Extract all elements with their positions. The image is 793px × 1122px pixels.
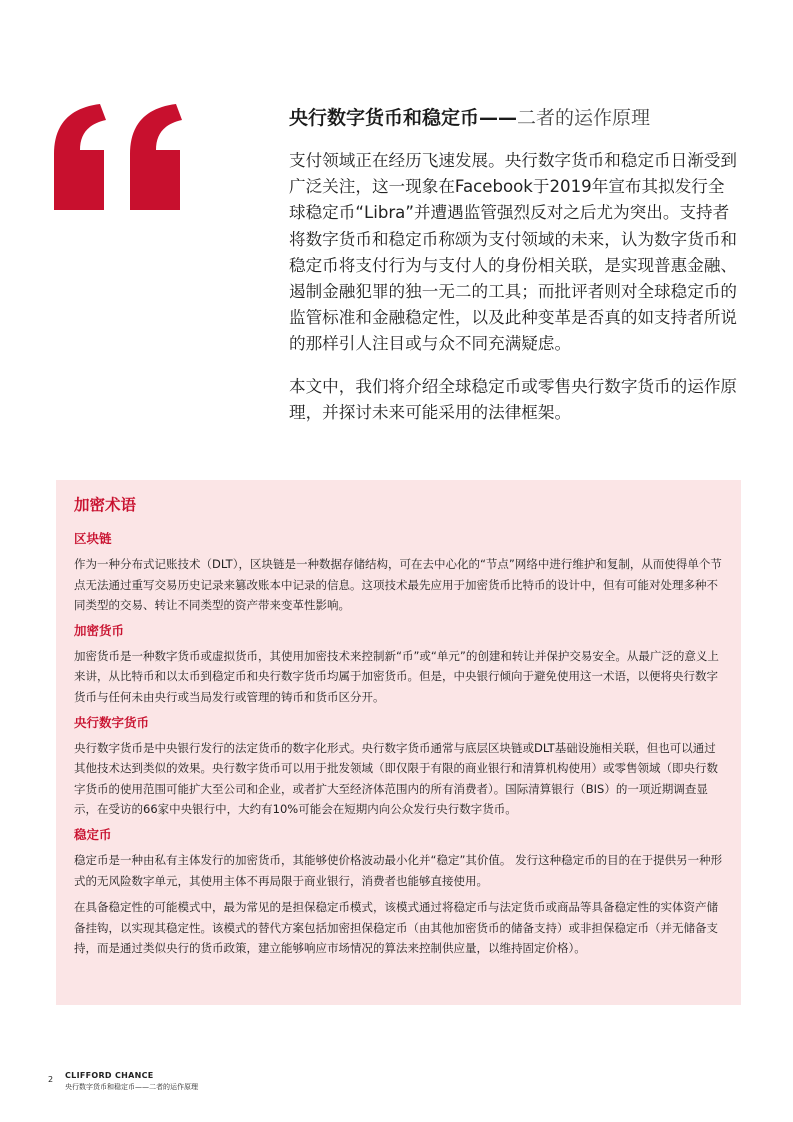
title-strong: 央行数字货币和稳定币—— <box>289 107 518 129</box>
term-blockchain <box>74 530 723 616</box>
term-definition: 作为一种分布式记账技术（DLT），区块链是一种数据存储结构，可在去中心化的“节点”网络中进行维护和复制，从而使得单个节点无法通过重写交易历史记录来篡改账本中记录的信息。这项技术最先应用于加密货币比特币的设计中，但有可能对处理多种不同类型的交易、转让不同类型的资产带来变革性影响。 <box>74 557 722 613</box>
term-definition: 央行数字货币是中央银行发行的法定货币的数字化形式。央行数字货币通常与底层区块链或DLT基础设施相关联，但也可以通过其他技术达到类似的效果。央行数字货币可以用于批发领域（即仅限于有限的商业银行和清算机构使用）或零售领域（即央行数字货币的使用范围可能扩大至公司和企业，或者扩大至经济体范围内的所有消费者）。国际清算银行（BIS）的一项近期调查显示，在受访的66家中央银行中，大约有10%可能会在短期内向公众发行央行数字货币。 <box>74 740 718 817</box>
quotation-mark-icon <box>50 102 190 212</box>
term-definition: 稳定币是一种由私有主体发行的加密货币，其能够使价格波动最小化并“稳定”其价值。 发行这种稳定币的目的在于提供另一种形式的无风险数字单元，其使用主体不再局限于商业银行，消费者也能够直接使用。 <box>74 852 723 888</box>
intro-section <box>289 104 739 440</box>
term-cbdc <box>74 714 723 820</box>
term-definition: 加密货币是一种数字货币或虚拟货币，其使用加密技术来控制新“币”或“单元”的创建和转让并保护交易安全。从最广泛的意义上来讲，从比特币和以太币到稳定币和央行数字货币均属于加密货币。但是，中央银行倾向于避免使用这一术语，以便将央行数字货币与任何未由央行或当局发行或管理的铸币和货币区分开。 <box>74 648 719 704</box>
term-name: 区块链 <box>74 531 112 546</box>
glossary-title: 加密术语 <box>74 496 137 514</box>
brand-name: CLIFFORD CHANCE <box>65 1071 154 1080</box>
article-title <box>289 104 739 132</box>
footer-subtitle: 央行数字货币和稳定币——二者的运作原理 <box>65 1083 198 1091</box>
intro-paragraph-1: 支付领域正在经历飞速发展。央行数字货币和稳定币日渐受到广泛关注，这一现象在Facebook于2019年宣布其拟发行全球稳定币“Libra”并遭遇监管强烈反对之后尤为突出。支持者将数字货币和稳定币称颂为支付领域的未来，认为数字货币和稳定币将支付行为与支付人的身份相关联，是实现普惠金融、遏制金融犯罪的独一无二的工具；而批评者则对全球稳定币的监管标准和金融稳定性，以及此种变革是否真的如支持者所说的那样引人注目或与众不同充满疑虑。 <box>289 151 738 354</box>
term-name: 加密货币 <box>74 622 125 638</box>
term-definition: 在具备稳定性的可能模式中，最为常见的是担保稳定币模式，该模式通过将稳定币与法定货币或商品等具备稳定性的实体资产储备挂钩，以实现其稳定性。该模式的替代方案包括加密担保稳定币（由其他加密货币的储备支持）或非担保稳定币（并无储备支持，而是通过类似央行的货币政策，建立能够响应市场情况的算法来控制供应量，以维持固定价格）。 <box>74 900 718 956</box>
page-number: 2 <box>48 1075 54 1084</box>
term-name: 稳定币 <box>74 826 112 842</box>
intro-paragraph-2: 本文中，我们将介绍全球稳定币或零售央行数字货币的运作原理，并探讨未来可能采用的法律框架。 <box>289 376 738 422</box>
glossary-panel <box>56 480 741 1005</box>
term-stablecoin <box>74 826 723 959</box>
term-name: 央行数字货币 <box>74 714 150 730</box>
title-light: 二者的运作原理 <box>517 107 651 129</box>
term-cryptocurrency <box>74 622 723 708</box>
